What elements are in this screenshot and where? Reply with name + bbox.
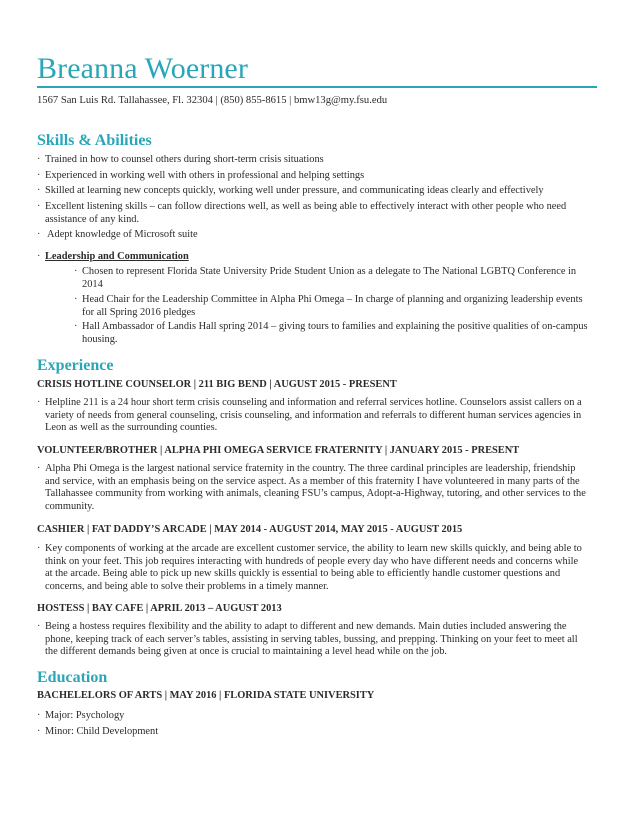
job-description: · Being a hostess requires flexibility and the ability to adapt to different and new demands. Main duties included answering the phone, keeping track of each server’s tables, assisting in serving tables, bussing, and prepping. Thinking on your feet to meet all the different demands being given at once is crucial to maintaining a level head while on the job. bbox=[37, 621, 578, 658]
list-item: · Adept knowledge of Microsoft suite bbox=[37, 229, 198, 240]
list-item: · Experienced in working well with others in professional and helping settings bbox=[37, 170, 365, 181]
list-item-leadership bbox=[37, 251, 587, 264]
job-header: CASHIER | FAT DADDY’S ARCADE | MAY 2014 - AUGUST 2014, MAY 2015 - AUGUST 2015 bbox=[37, 524, 463, 535]
list-item: · Major: Psychology bbox=[37, 710, 125, 721]
bullet-icon: · bbox=[37, 726, 41, 737]
bullet-icon: · bbox=[37, 397, 41, 408]
section-title-education: Education bbox=[37, 669, 108, 686]
leadership-heading: Leadership and Communication bbox=[45, 251, 189, 262]
bullet-icon: · bbox=[37, 463, 41, 474]
candidate-name: Breanna Woerner bbox=[37, 52, 248, 85]
job-header: VOLUNTEER/BROTHER | ALPHA PHI OMEGA SERVICE FRATERNITY | JANUARY 2015 - PRESENT bbox=[37, 445, 520, 456]
job-header: CRISIS HOTLINE COUNSELOR | 211 BIG BEND | AUGUST 2015 - PRESENT bbox=[37, 379, 397, 390]
bullet-icon: · bbox=[74, 321, 78, 332]
sub-list-item: · Chosen to represent Florida State University Pride Student Union as a delegate to The National LGBTQ Conference in 2014 bbox=[74, 266, 577, 290]
list-item: · Excellent listening skills – can follow directions well, as well as being able to effectively interact with other people who need assistance of any kind. bbox=[37, 201, 567, 225]
header-divider bbox=[37, 86, 597, 88]
bullet-icon: · bbox=[37, 201, 41, 212]
list-item: · Skilled at learning new concepts quickly, working well under pressure, and communicating ideas clearly and effectively bbox=[37, 185, 544, 196]
sub-list-item: · Head Chair for the Leadership Committee in Alpha Phi Omega – In charge of planning and organizing leadership events for all Spring 2016 pledges bbox=[74, 294, 583, 318]
bullet-icon: · bbox=[37, 621, 41, 632]
bullet-icon: · bbox=[37, 154, 41, 165]
list-item: · Minor: Child Development bbox=[37, 726, 159, 737]
bullet-icon: · bbox=[37, 251, 41, 262]
job-description: · Alpha Phi Omega is the largest national service fraternity in the country. The three cardinal principles are leadership, friendship and service, with an emphasis being on the service aspect. As a member of this fraternity I have volunteered in many parts of the Tallahassee community from working with animals, cleaning FSU’s campus, Adopt-a-Highway, tutoring, and other services to the community. bbox=[37, 463, 586, 512]
bullet-icon: · bbox=[37, 543, 41, 554]
job-description: · Helpline 211 is a 24 hour short term crisis counseling and information and referral services hotline. Counselors assist callers on a variety of needs from general counseling, crisis counseling, and information and referrals to different human services agencies in Leon as well as the surrounding counties. bbox=[37, 397, 582, 434]
job-header: HOSTESS | BAY CAFE | APRIL 2013 – AUGUST 2013 bbox=[37, 603, 282, 614]
contact-info: 1567 San Luis Rd. Tallahassee, Fl. 32304 | (850) 855-8615 | bmw13g@my.fsu.edu bbox=[37, 95, 388, 106]
list-item: · Trained in how to counsel others during short-term crisis situations bbox=[37, 154, 324, 165]
sub-list-item: · Hall Ambassador of Landis Hall spring 2014 – giving tours to families and explaining the positive qualities of on-campus housing. bbox=[74, 321, 588, 345]
bullet-icon: · bbox=[74, 266, 78, 277]
bullet-icon: · bbox=[37, 710, 41, 721]
section-title-experience: Experience bbox=[37, 357, 114, 374]
degree-header: BACHELELORS OF ARTS | MAY 2016 | FLORIDA STATE UNIVERSITY bbox=[37, 690, 375, 701]
bullet-icon: · bbox=[37, 170, 41, 181]
section-title-skills: Skills & Abilities bbox=[37, 132, 152, 149]
bullet-icon: · bbox=[37, 185, 41, 196]
job-description: · Key components of working at the arcade are excellent customer service, the ability to learn new skills quickly, and being able to think on your feet. This job requires interacting with hundreds of people every day who have different needs and concerns while at the arcade. Being able to pick up new skills quickly is essential to being able to efficiently handle customer questions and concerns, and being able to solve their problems in a timely manner. bbox=[37, 543, 582, 592]
bullet-icon: · bbox=[74, 294, 78, 305]
bullet-icon: · bbox=[37, 229, 41, 240]
